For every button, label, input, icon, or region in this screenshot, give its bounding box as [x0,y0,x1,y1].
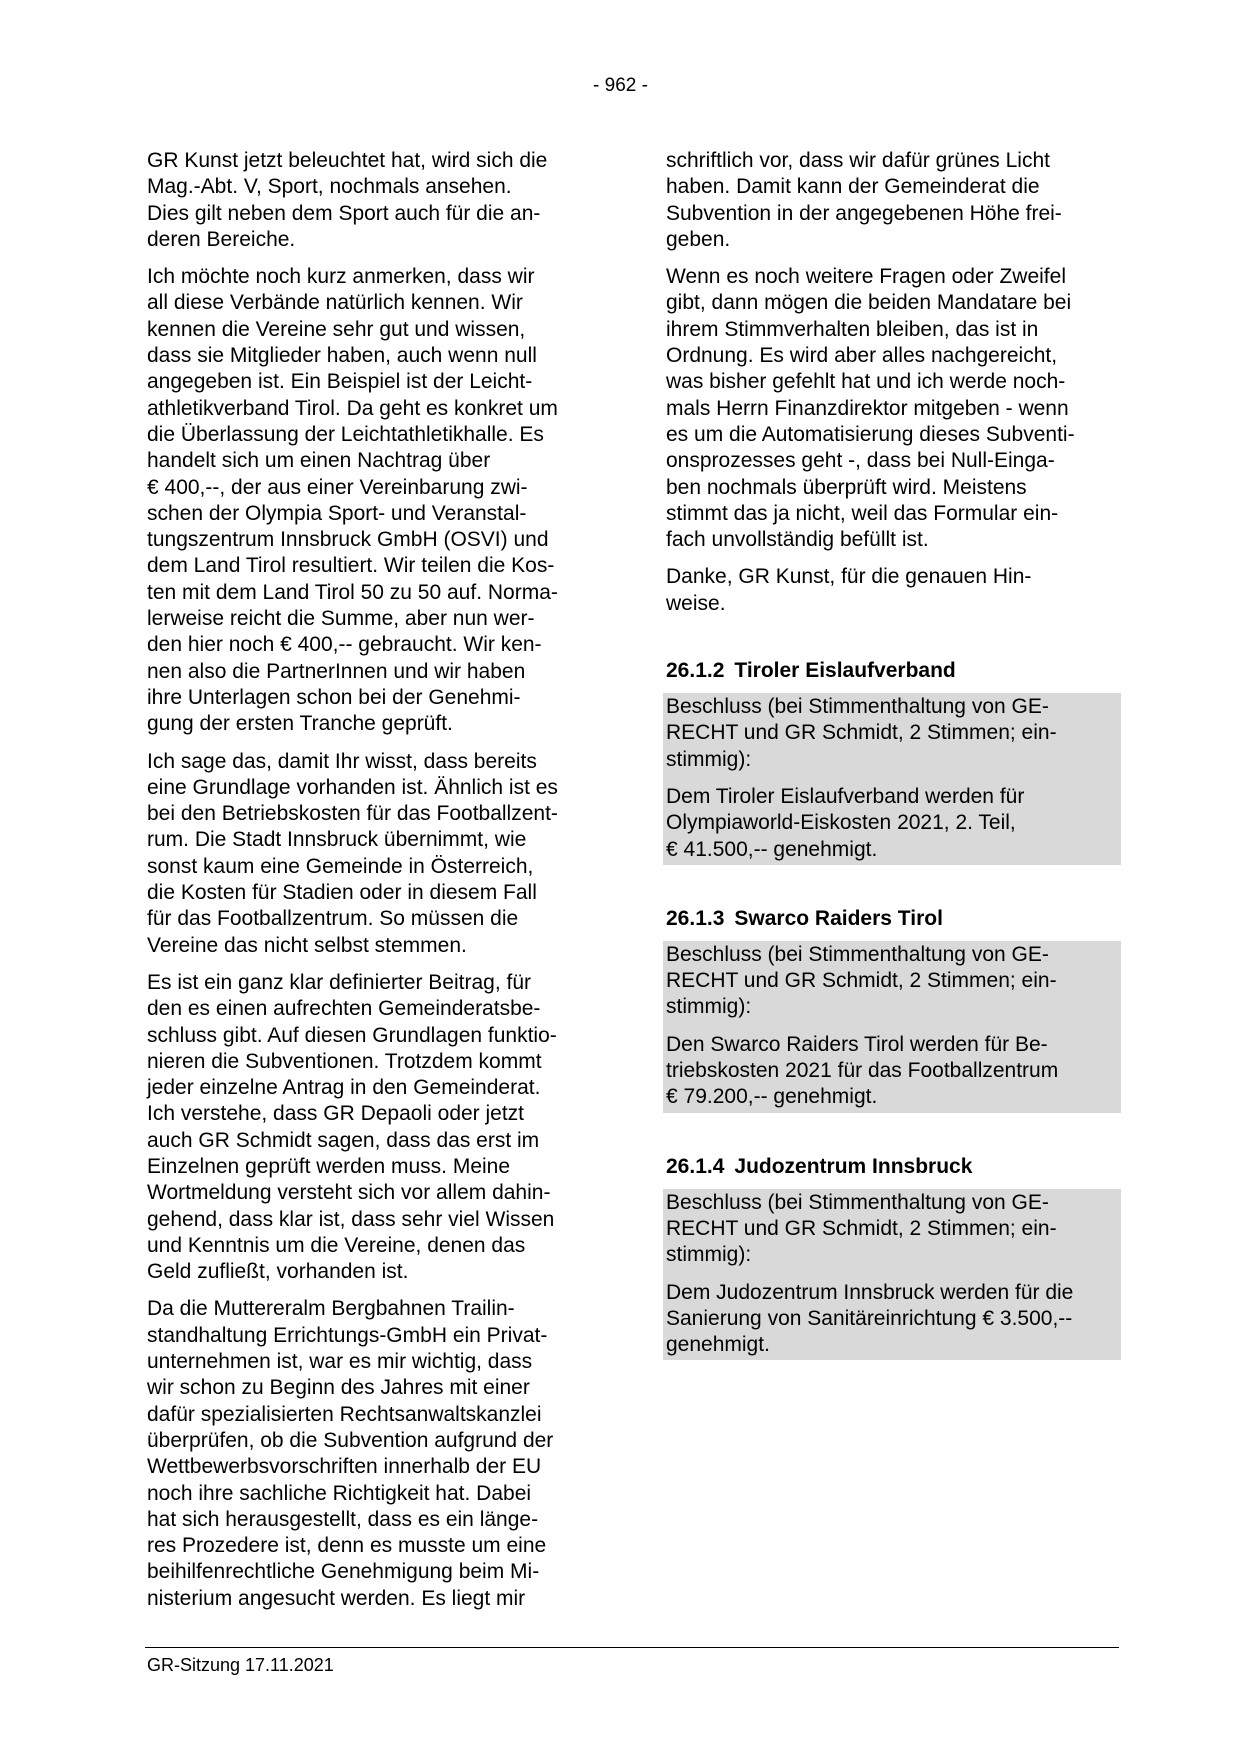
text-line: nieren die Subventionen. Trotzdem kommt [147,1049,542,1073]
left-column [147,148,607,1623]
section-heading [666,658,1124,684]
text-line: tungszentrum Innsbruck GmbH (OSVI) und [147,528,549,552]
text-line: standhaltung Errichtungs-GmbH ein Privat- [147,1323,548,1347]
text-line: stimmig): [666,1243,752,1267]
text-line: stimmig): [666,747,752,771]
paragraph [666,564,1124,617]
text-line: RECHT und GR Schmidt, 2 Stimmen; ein- [666,1216,1057,1240]
text-line: schluss gibt. Auf diesen Grundlagen funktio- [147,1023,557,1047]
text-line: weise. [666,591,726,615]
text-line: ten mit dem Land Tirol 50 zu 50 auf. Norma- [147,580,558,604]
text-line: auch GR Schmidt sagen, dass das erst im [147,1128,540,1152]
paragraph [147,970,607,1286]
text-line: und Kenntnis um die Vereine, denen das [147,1233,526,1257]
text-line: hat sich herausgestellt, dass es ein länge- [147,1507,539,1531]
text-line: genehmigt. [666,1333,770,1357]
text-line: schen der Olympia Sport- und Veranstal- [147,501,527,525]
paragraph [147,264,607,737]
text-line: noch ihre sachliche Richtigkeit hat. Dabei [147,1481,532,1505]
text-line: Ich verstehe, dass GR Depaoli oder jetzt [147,1102,525,1126]
section-26-1-3 [666,906,1124,1113]
text-line: Sanierung von Sanitäreinrichtung € 3.500,-- [666,1306,1073,1330]
decision-box [663,693,1121,865]
text-line: jeder einzelne Antrag in den Gemeinderat. [147,1076,541,1100]
text-line: Wettbewerbsvorschriften innerhalb der EU [147,1455,542,1479]
text-line: den hier noch € 400,-- gebraucht. Wir ken- [147,633,542,657]
section-heading [666,906,1124,932]
text-line: ihre Unterlagen schon bei der Genehmi- [147,685,521,709]
resolution-text [666,941,1118,1023]
text-line: was bisher gefehlt hat und ich werde noch- [666,370,1066,394]
paragraph [666,148,1124,253]
section-title: Swarco Raiders Tirol [734,906,943,930]
decision-box [663,941,1121,1113]
text-line: es um die Automatisierung dieses Subventi- [666,422,1075,446]
paragraph [147,1296,607,1612]
resolution-text [666,1189,1118,1271]
text-line: gehend, dass klar ist, dass sehr viel Wissen [147,1207,555,1231]
text-line: dem Land Tirol resultiert. Wir teilen die Kos- [147,554,555,578]
section-heading [666,1154,1124,1180]
text-line: Einzelnen geprüft werden muss. Meine [147,1154,511,1178]
footer-divider [145,1647,1119,1648]
text-line: dafür spezialisierten Rechtsanwaltskanzlei [147,1402,542,1426]
text-line: Ich sage das, damit Ihr wisst, dass bereits [147,749,537,773]
text-line: stimmt das ja nicht, weil das Formular ein- [666,501,1059,525]
text-line: Geld zufließt, vorhanden ist. [147,1260,409,1284]
text-line: fach unvollständig befüllt ist. [666,528,929,552]
text-line: ben nochmals überprüft wird. Meistens [666,475,1027,499]
section-number: 26.1.2 [666,659,725,683]
text-line: rum. Die Stadt Innsbruck übernimmt, wie [147,828,527,852]
section-26-1-4 [666,1154,1124,1361]
text-line: RECHT und GR Schmidt, 2 Stimmen; ein- [666,969,1057,993]
section-26-1-2 [666,658,1124,865]
text-line: Vereine das nicht selbst stemmen. [147,933,467,957]
text-line: all diese Verbände natürlich kennen. Wir [147,291,523,315]
text-line: nen also die PartnerInnen und wir haben [147,659,526,683]
text-line: haben. Damit kann der Gemeinderat die [666,175,1040,199]
text-line: überprüfen, ob die Subvention aufgrund der [147,1428,554,1452]
text-line: handelt sich um einen Nachtrag über [147,449,491,473]
text-line: die Kosten für Stadien oder in diesem Fall [147,881,537,905]
text-line: Olympiaworld-Eiskosten 2021, 2. Teil, [666,811,1016,835]
text-line: Dies gilt neben dem Sport auch für die an- [147,201,541,225]
decision-text [666,1031,1118,1113]
text-line: Beschluss (bei Stimmenthaltung von GE- [666,1190,1049,1214]
text-line: angegeben ist. Ein Beispiel ist der Leicht- [147,370,533,394]
page-number: - 962 - [593,75,648,96]
text-line: € 400,--, der aus einer Vereinbarung zwi- [147,475,528,499]
text-line: gung der ersten Tranche geprüft. [147,712,453,736]
text-line: unternehmen ist, war es mir wichtig, dass [147,1350,533,1374]
text-line: Da die Muttereralm Bergbahnen Trailin- [147,1297,515,1321]
text-line: Danke, GR Kunst, für die genauen Hin- [666,565,1032,589]
section-title: Tiroler Eislaufverband [734,659,956,683]
text-line: Ich möchte noch kurz anmerken, dass wir [147,265,535,289]
decision-box [663,1189,1121,1361]
text-line: Wenn es noch weitere Fragen oder Zweifel [666,265,1066,289]
text-line: deren Bereiche. [147,227,296,251]
text-line: Beschluss (bei Stimmenthaltung von GE- [666,695,1049,719]
text-line: res Prozedere ist, denn es musste um eine [147,1534,547,1558]
right-column [666,148,1124,1360]
decision-text [666,783,1118,865]
text-line: athletikverband Tirol. Da geht es konkret um [147,396,558,420]
text-line: kennen die Vereine sehr gut und wissen, [147,317,526,341]
text-line: nisterium angesucht werden. Es liegt mir [147,1586,526,1610]
text-line: ihrem Stimmverhalten bleiben, das ist in [666,317,1039,341]
text-line: Dem Tiroler Eislaufverband werden für [666,784,1025,808]
text-line: Ordnung. Es wird aber alles nachgereicht, [666,344,1058,368]
text-line: wir schon zu Beginn des Jahres mit einer [147,1376,530,1400]
text-line: beihilfenrechtliche Genehmigung beim Mi- [147,1560,540,1584]
text-line: mals Herrn Finanzdirektor mitgeben - wenn [666,396,1069,420]
text-line: Es ist ein ganz klar definierter Beitrag, für [147,970,532,994]
resolution-text [666,693,1118,775]
paragraph [666,264,1124,553]
text-line: stimmig): [666,995,752,1019]
text-line: sonst kaum eine Gemeinde in Österreich, [147,854,534,878]
text-line: € 41.500,-- genehmigt. [666,837,878,861]
text-line: Mag.-Abt. V, Sport, nochmals ansehen. [147,175,512,199]
text-line: dass sie Mitglieder haben, auch wenn null [147,344,537,368]
text-line: GR Kunst jetzt beleuchtet hat, wird sich die [147,149,548,172]
text-line: geben. [666,227,731,251]
section-number: 26.1.4 [666,1154,725,1178]
text-line: bei den Betriebskosten für das Footballzent- [147,802,558,826]
text-line: schriftlich vor, dass wir dafür grünes Licht [666,149,1050,172]
text-line: gibt, dann mögen die beiden Mandatare bei [666,291,1072,315]
text-line: lerweise reicht die Summe, aber nun wer- [147,607,535,631]
text-line: Wortmeldung versteht sich vor allem dahin- [147,1181,551,1205]
section-number: 26.1.3 [666,906,725,930]
text-line: Beschluss (bei Stimmenthaltung von GE- [666,942,1049,966]
text-line: für das Footballzentrum. So müssen die [147,907,519,931]
text-line: triebskosten 2021 für das Footballzentrum [666,1059,1059,1083]
text-line: € 79.200,-- genehmigt. [666,1085,878,1109]
paragraph [147,749,607,959]
text-line: RECHT und GR Schmidt, 2 Stimmen; ein- [666,721,1057,745]
footer-text: GR-Sitzung 17.11.2021 [147,1655,334,1675]
section-title: Judozentrum Innsbruck [734,1154,973,1178]
text-line: Dem Judozentrum Innsbruck werden für die [666,1280,1074,1304]
text-line: onsprozesses geht -, dass bei Null-Einga- [666,449,1055,473]
decision-text [666,1279,1118,1361]
text-line: Subvention in der angegebenen Höhe frei- [666,201,1062,225]
text-line: die Überlassung der Leichtathletikhalle. Es [147,422,544,446]
text-line: den es einen aufrechten Gemeinderatsbe- [147,997,541,1021]
paragraph [147,148,607,253]
text-line: eine Grundlage vorhanden ist. Ähnlich ist es [147,775,558,799]
text-line: Den Swarco Raiders Tirol werden für Be- [666,1032,1048,1056]
